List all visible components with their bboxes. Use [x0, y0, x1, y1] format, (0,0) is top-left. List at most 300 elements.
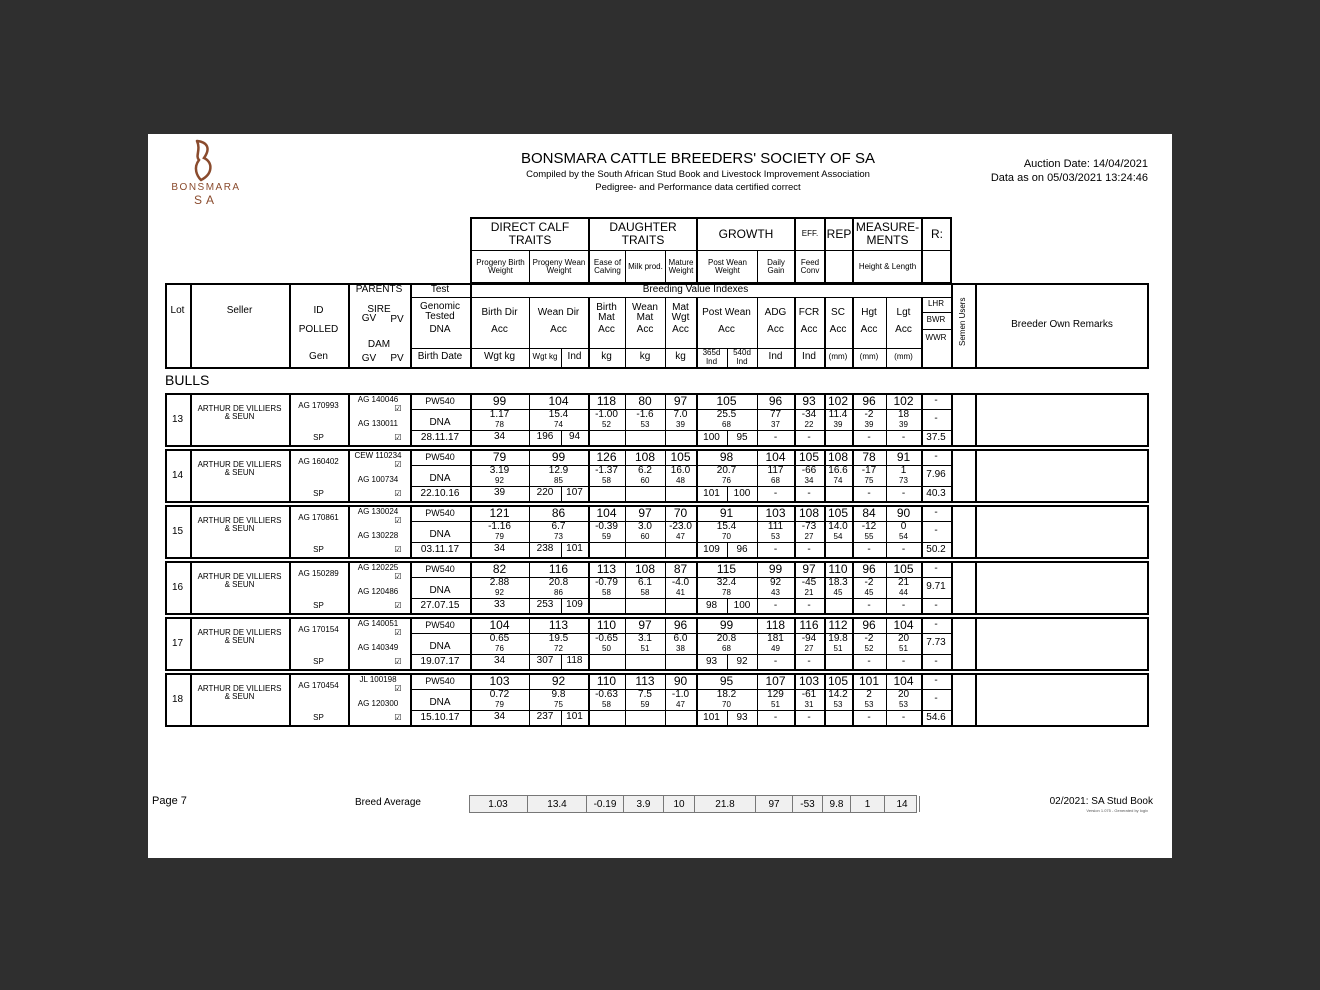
bv-mat-wgt: 70 [673, 505, 688, 520]
seller-name: ARTHUR DE VILLIERS & SEUN [197, 683, 282, 701]
acc-adg: 51 [771, 699, 780, 709]
own-birth-wgt: 39 [493, 486, 506, 498]
acc-wean-mat: 51 [640, 643, 650, 653]
col-lhr: LHR [927, 299, 944, 309]
ebv-fcr: -94 [801, 632, 817, 644]
ebv-adg: 111 [767, 520, 784, 532]
studbook-label: 02/2021: SA Stud Book [1049, 796, 1153, 807]
ebv-sc: 18.3 [828, 576, 848, 588]
col-hgt-acc: Acc [860, 323, 878, 335]
acc-birth-dir: 79 [495, 531, 504, 541]
own-hgt: - [867, 488, 871, 500]
ebv-birth-dir: 2.88 [489, 576, 510, 588]
col-post-wean: Post Wean [702, 306, 751, 318]
bv-lgt: 102 [893, 393, 914, 408]
lhr-value: - [934, 506, 938, 518]
bv-post-wean: 105 [716, 393, 737, 408]
bv-birth-mat: 118 [596, 393, 617, 408]
ebv-hgt: -2 [864, 632, 874, 644]
bv-fcr: 93 [802, 393, 816, 408]
lhr-value: - [934, 394, 938, 406]
ebv-birth-mat: -1.00 [595, 408, 618, 420]
bv-lgt: 104 [893, 673, 914, 688]
bv-fcr: 105 [798, 449, 820, 464]
sire-id: AG 140051 [357, 618, 399, 628]
bv-hgt: 78 [862, 449, 876, 464]
bv-adg: 96 [768, 393, 783, 408]
col-sire: SIRE [367, 303, 391, 315]
logo-text: BONSMARA [171, 182, 241, 193]
bv-birth-dir: 103 [489, 673, 510, 688]
bv-hgt: 96 [862, 617, 876, 632]
sire-check-icon: ☑ [394, 515, 402, 525]
acc-lgt: 54 [899, 531, 908, 541]
unit-mat-wgt: kg [675, 351, 686, 363]
test-code: PW540 [425, 451, 455, 462]
ebv-lgt: 18 [897, 408, 910, 420]
own-hgt: - [867, 656, 871, 668]
bv-wean-mat: 80 [638, 393, 652, 408]
dam-check-icon: ☑ [394, 432, 402, 442]
sub-progeny-birth: Progeny Birth Weight [476, 257, 525, 275]
ebv-hgt: -2 [864, 576, 874, 588]
seller-name: ARTHUR DE VILLIERS & SEUN [197, 627, 282, 645]
bv-post-wean: 115 [716, 561, 737, 576]
ebv-birth-dir: 0.65 [489, 632, 510, 644]
ebv-birth-mat: -0.63 [595, 688, 618, 700]
acc-sc: 54 [833, 531, 843, 541]
bv-mat-wgt: 105 [670, 449, 691, 464]
col-remarks: Breeder Own Remarks [1011, 319, 1113, 331]
own-540d: 100 [733, 488, 751, 500]
breed-average-label: Breed Average [355, 797, 421, 808]
bv-lgt: 104 [893, 617, 914, 632]
breed-average-post-wean: 21.8 [695, 796, 756, 812]
bv-sc: 112 [828, 617, 848, 632]
dna-status: DNA [429, 640, 451, 652]
col-dam-gv: GV [361, 352, 377, 364]
ebv-lgt: 20 [897, 688, 910, 700]
acc-hgt: 45 [864, 587, 874, 597]
acc-mat-wgt: 47 [676, 699, 685, 709]
acc-wean-mat: 58 [640, 587, 650, 597]
acc-lgt: 53 [899, 699, 908, 709]
sire-check-icon: ☑ [394, 683, 402, 693]
ebv-wean-mat: 3.0 [638, 520, 652, 532]
ebv-birth-dir: 0.72 [489, 688, 510, 700]
col-adg-acc: Acc [767, 323, 784, 335]
own-adg: - [773, 656, 778, 668]
col-bwr: BWR [926, 315, 946, 325]
own-birth-wgt: 33 [493, 598, 506, 610]
lhr-value: - [934, 450, 938, 462]
acc-sc: 39 [833, 419, 843, 429]
bv-wean-mat: 113 [635, 673, 655, 688]
section-title: BULLS [165, 372, 210, 388]
col-wean-dir-acc: Acc [550, 323, 567, 335]
lhr-value: - [934, 674, 938, 686]
own-365d: 109 [703, 544, 720, 556]
bv-birth-mat: 126 [596, 449, 617, 464]
own-fcr: - [807, 488, 811, 500]
col-lgt: Lgt [896, 306, 911, 318]
acc-birth-mat: 52 [602, 419, 611, 429]
own-lgt: - [901, 544, 906, 556]
birth-date: 03.11.17 [420, 543, 460, 555]
bv-sc: 105 [827, 505, 849, 520]
ebv-adg: 77 [769, 408, 782, 420]
own-lgt: - [901, 712, 906, 724]
sire-id: JL 100198 [359, 674, 397, 684]
unit-wean-ind: Ind [567, 351, 582, 363]
acc-mat-wgt: 41 [676, 587, 685, 597]
bv-hgt: 96 [862, 561, 876, 576]
bv-adg: 107 [765, 673, 786, 688]
acc-adg: 53 [771, 531, 780, 541]
ebv-lgt: 20 [897, 632, 910, 644]
unit-wean-mat: kg [639, 351, 651, 363]
own-wean-ind: 109 [566, 598, 583, 610]
ebv-adg: 129 [767, 688, 784, 700]
breed-average-lgt: 14 [885, 796, 920, 812]
animal-id: AG 170993 [298, 400, 339, 410]
acc-lgt: 39 [899, 419, 908, 429]
acc-birth-mat: 58 [602, 587, 611, 597]
birth-date: 27.07.15 [420, 599, 460, 611]
acc-wean-dir: 75 [554, 699, 563, 709]
ebv-hgt: -12 [861, 520, 877, 532]
ebv-sc: 19.8 [828, 632, 848, 644]
acc-birth-dir: 92 [495, 475, 504, 485]
col-sc-acc: Acc [829, 323, 847, 335]
own-adg: - [773, 600, 778, 612]
col-dna: DNA [429, 323, 451, 335]
own-hgt: - [867, 432, 871, 444]
acc-hgt: 53 [864, 699, 874, 709]
document-header [478, 150, 918, 193]
birth-date: 19.07.17 [420, 655, 460, 667]
acc-fcr: 27 [804, 643, 814, 653]
ebv-mat-wgt: -4.0 [671, 576, 690, 588]
col-birth-dir-acc: Acc [491, 323, 508, 335]
own-365d: 98 [705, 600, 718, 612]
col-post-wean-acc: Acc [718, 323, 735, 335]
bv-birth-mat: 113 [596, 561, 617, 576]
data-timestamp: Data as on 05/03/2021 13:24:46 [990, 172, 1148, 184]
bv-hgt: 96 [862, 393, 876, 408]
ebv-hgt: -2 [864, 408, 874, 420]
sire-check-icon: ☑ [394, 459, 402, 469]
sire-check-icon: ☑ [394, 571, 402, 581]
bv-mat-wgt: 90 [673, 673, 688, 688]
bv-wean-mat: 97 [638, 617, 652, 632]
acc-wean-dir: 85 [554, 475, 563, 485]
lhr-value: - [934, 618, 938, 630]
bv-post-wean: 98 [719, 449, 734, 464]
breed-average-birth-dir: 1.03 [469, 796, 528, 812]
bv-adg: 103 [765, 505, 786, 520]
ebv-hgt: 2 [866, 688, 872, 700]
bwr-value: 7.73 [926, 637, 946, 649]
animal-id: AG 170861 [298, 512, 339, 522]
col-mat-wgt-acc: Acc [672, 323, 689, 335]
bv-adg: 99 [768, 561, 783, 576]
ebv-wean-dir: 15.4 [548, 408, 569, 420]
group-measurements: MEASURE- MENTS [855, 220, 920, 247]
document-certification: Pedigree- and Performance data certified correct [595, 182, 801, 193]
own-adg: - [773, 488, 778, 500]
ebv-wean-mat: 3.1 [638, 632, 652, 644]
unit-fcr: Ind [802, 351, 816, 363]
bv-post-wean: 95 [719, 673, 734, 688]
page-number: Page 7 [152, 795, 187, 807]
dam-id: AG 120300 [357, 698, 399, 708]
acc-birth-dir: 79 [495, 699, 504, 709]
genetic-status: SP [313, 712, 324, 722]
group-growth: GROWTH [718, 226, 774, 241]
group-rep: REP [826, 226, 852, 241]
seller-name: ARTHUR DE VILLIERS & SEUN [197, 403, 282, 421]
wwr-value: - [934, 656, 938, 668]
acc-adg: 49 [771, 643, 780, 653]
group-daughter: DAUGHTER TRAITS [609, 220, 677, 247]
ebv-mat-wgt: 16.0 [670, 464, 691, 476]
col-birth-dir: Birth Dir [481, 306, 518, 318]
dam-id: AG 100734 [357, 474, 399, 484]
col-genomic: Genomic Tested [419, 300, 460, 322]
col-bvi: Breeding Value Indexes [642, 284, 749, 296]
acc-post-wean: 70 [722, 531, 731, 541]
own-hgt: - [867, 600, 871, 612]
bv-wean-dir: 86 [551, 505, 566, 520]
breed-average-adg: 97 [756, 796, 793, 812]
breed-average-fcr: -53 [793, 796, 823, 812]
col-birth-mat: Birth Mat [596, 301, 617, 323]
wwr-value: 54.6 [926, 712, 946, 724]
sub-progeny-wean: Progeny Wean Weight [532, 257, 586, 275]
acc-birth-mat: 50 [602, 643, 611, 653]
bv-fcr: 108 [798, 505, 820, 520]
own-lgt: - [901, 600, 906, 612]
ebv-fcr: -45 [801, 576, 817, 588]
own-adg: - [773, 544, 778, 556]
ebv-sc: 14.0 [828, 520, 848, 532]
col-birth-mat-acc: Acc [598, 323, 615, 335]
own-birth-wgt: 34 [493, 654, 506, 666]
bv-wean-mat: 108 [634, 449, 656, 464]
bv-wean-dir: 116 [548, 561, 569, 576]
col-wean-mat: Wean Mat [632, 301, 658, 323]
ebv-wean-dir: 12.9 [548, 464, 569, 476]
acc-birth-mat: 58 [602, 475, 611, 485]
acc-mat-wgt: 38 [676, 643, 685, 653]
bv-birth-dir: 104 [489, 617, 510, 632]
unit-wean-wgt: Wgt kg [532, 352, 558, 362]
catalogue-page [148, 134, 1172, 858]
bv-mat-wgt: 97 [673, 393, 688, 408]
document-subtitle: Compiled by the South African Stud Book and Livestock Improvement Association [526, 169, 870, 180]
own-hgt: - [867, 544, 871, 556]
ebv-fcr: -66 [801, 464, 817, 476]
dna-status: DNA [429, 472, 451, 484]
bv-sc: 102 [827, 393, 849, 408]
bv-sc: 105 [827, 673, 849, 688]
acc-post-wean: 70 [722, 699, 731, 709]
own-wean-ind: 94 [568, 430, 581, 442]
dna-status: DNA [429, 416, 451, 428]
bv-fcr: 116 [799, 617, 819, 632]
ebv-adg: 181 [767, 632, 784, 644]
bv-wean-dir: 104 [548, 393, 569, 408]
own-birth-wgt: 34 [493, 710, 506, 722]
bv-birth-mat: 110 [596, 617, 617, 632]
lot-number: 14 [171, 469, 184, 481]
sire-id: AG 120225 [357, 562, 399, 572]
bv-birth-mat: 110 [596, 673, 617, 688]
bv-birth-dir: 121 [489, 505, 510, 520]
breed-average-mat-wgt: 10 [664, 796, 695, 812]
own-365d: 101 [703, 488, 720, 500]
acc-lgt: 44 [899, 587, 908, 597]
col-dam-pv: PV [390, 352, 404, 364]
breed-average-wean-mat: 3.9 [624, 796, 664, 812]
col-adg: ADG [764, 306, 787, 318]
ebv-wean-dir: 9.8 [551, 688, 566, 700]
acc-birth-dir: 78 [495, 419, 504, 429]
acc-lgt: 73 [899, 475, 908, 485]
ebv-fcr: -34 [801, 408, 817, 420]
own-birth-wgt: 34 [493, 542, 506, 554]
own-fcr: - [807, 656, 811, 668]
bonsmara-logo-icon [189, 138, 223, 184]
acc-mat-wgt: 48 [676, 475, 685, 485]
acc-post-wean: 76 [722, 475, 731, 485]
bwr-value: - [934, 693, 938, 705]
acc-sc: 51 [833, 643, 843, 653]
acc-sc: 45 [833, 587, 843, 597]
acc-adg: 37 [771, 419, 780, 429]
seller-name: ARTHUR DE VILLIERS & SEUN [197, 515, 282, 533]
genetic-status: SP [313, 488, 324, 498]
bv-adg: 104 [765, 449, 786, 464]
own-540d: 92 [736, 656, 748, 668]
dna-status: DNA [429, 528, 451, 540]
acc-wean-mat: 60 [640, 531, 650, 541]
genetic-status: SP [313, 432, 324, 442]
acc-fcr: 22 [804, 419, 814, 429]
col-gen: Gen [309, 351, 328, 363]
acc-post-wean: 68 [722, 419, 731, 429]
breed-average-sc: 9.8 [823, 796, 851, 812]
dam-id: AG 130228 [357, 530, 399, 540]
ebv-wean-mat: 7.5 [638, 688, 652, 700]
own-540d: 96 [736, 544, 748, 556]
acc-sc: 74 [833, 475, 843, 485]
col-wean-dir: Wean Dir [537, 306, 580, 318]
col-sc: SC [831, 306, 845, 318]
acc-hgt: 75 [864, 475, 874, 485]
ebv-fcr: -61 [801, 688, 817, 700]
sub-post-wean-weight: Post Wean Weight [708, 257, 747, 275]
auction-date: Auction Date: 14/04/2021 [1023, 158, 1148, 170]
test-code: PW540 [425, 395, 455, 406]
ebv-birth-dir: 1.17 [489, 408, 510, 420]
ebv-birth-mat: -0.79 [595, 576, 618, 588]
own-lgt: - [901, 656, 906, 668]
unit-365d: 365d Ind [702, 348, 721, 366]
dna-status: DNA [429, 696, 451, 708]
own-hgt: - [867, 712, 871, 724]
bv-fcr: 103 [798, 673, 820, 688]
unit-hgt: (mm) [859, 352, 879, 362]
bv-birth-dir: 79 [492, 449, 507, 464]
bv-hgt: 101 [858, 673, 880, 688]
unit-birth-mat: kg [601, 351, 612, 363]
own-wean-wgt: 220 [536, 486, 554, 498]
ebv-birth-mat: -0.39 [595, 520, 618, 532]
ebv-post-wean: 20.8 [716, 632, 737, 644]
ebv-mat-wgt: 6.0 [673, 632, 688, 644]
ebv-mat-wgt: -1.0 [671, 688, 690, 700]
own-365d: 100 [703, 432, 720, 444]
bv-wean-dir: 99 [551, 449, 566, 464]
dam-id: AG 120486 [357, 586, 399, 596]
ebv-wean-dir: 19.5 [548, 632, 569, 644]
own-adg: - [773, 432, 778, 444]
own-birth-wgt: 34 [493, 430, 506, 442]
ebv-birth-dir: 3.19 [489, 464, 510, 476]
logo-subtext: SA [193, 193, 218, 207]
ebv-wean-mat: 6.1 [638, 576, 652, 588]
own-540d: 100 [733, 600, 751, 612]
ebv-birth-mat: -0.65 [595, 632, 618, 644]
dam-check-icon: ☑ [394, 656, 402, 666]
bwr-value: 7.96 [926, 469, 946, 481]
ebv-fcr: -73 [801, 520, 817, 532]
unit-540d: 540d Ind [733, 348, 751, 366]
bv-post-wean: 99 [719, 617, 734, 632]
ebv-hgt: -17 [861, 464, 877, 476]
own-wean-ind: 107 [566, 486, 583, 498]
col-test: Test [430, 284, 450, 296]
col-fcr: FCR [798, 306, 820, 318]
ebv-lgt: 0 [900, 520, 907, 532]
own-fcr: - [807, 600, 811, 612]
acc-wean-mat: 53 [640, 419, 650, 429]
acc-hgt: 39 [864, 419, 874, 429]
dna-status: DNA [429, 584, 451, 596]
acc-adg: 68 [771, 475, 780, 485]
sire-id: AG 130024 [357, 506, 399, 516]
sub-feed-conv: Feed Conv [800, 257, 820, 275]
bv-sc: 108 [827, 449, 849, 464]
col-sire-pv: PV [390, 313, 404, 325]
ebv-sc: 16.6 [828, 464, 848, 476]
acc-fcr: 31 [804, 699, 814, 709]
lot-number: 15 [171, 525, 184, 537]
acc-birth-dir: 76 [495, 643, 504, 653]
own-lgt: - [901, 488, 906, 500]
ebv-birth-dir: -1.16 [488, 520, 511, 532]
wwr-value: 37.5 [926, 432, 946, 444]
acc-birth-mat: 59 [602, 531, 611, 541]
acc-adg: 43 [771, 587, 780, 597]
own-wean-wgt: 196 [536, 430, 554, 442]
ebv-adg: 117 [767, 464, 784, 476]
bv-lgt: 105 [893, 561, 914, 576]
test-code: PW540 [425, 619, 455, 630]
lhr-value: - [934, 562, 938, 574]
